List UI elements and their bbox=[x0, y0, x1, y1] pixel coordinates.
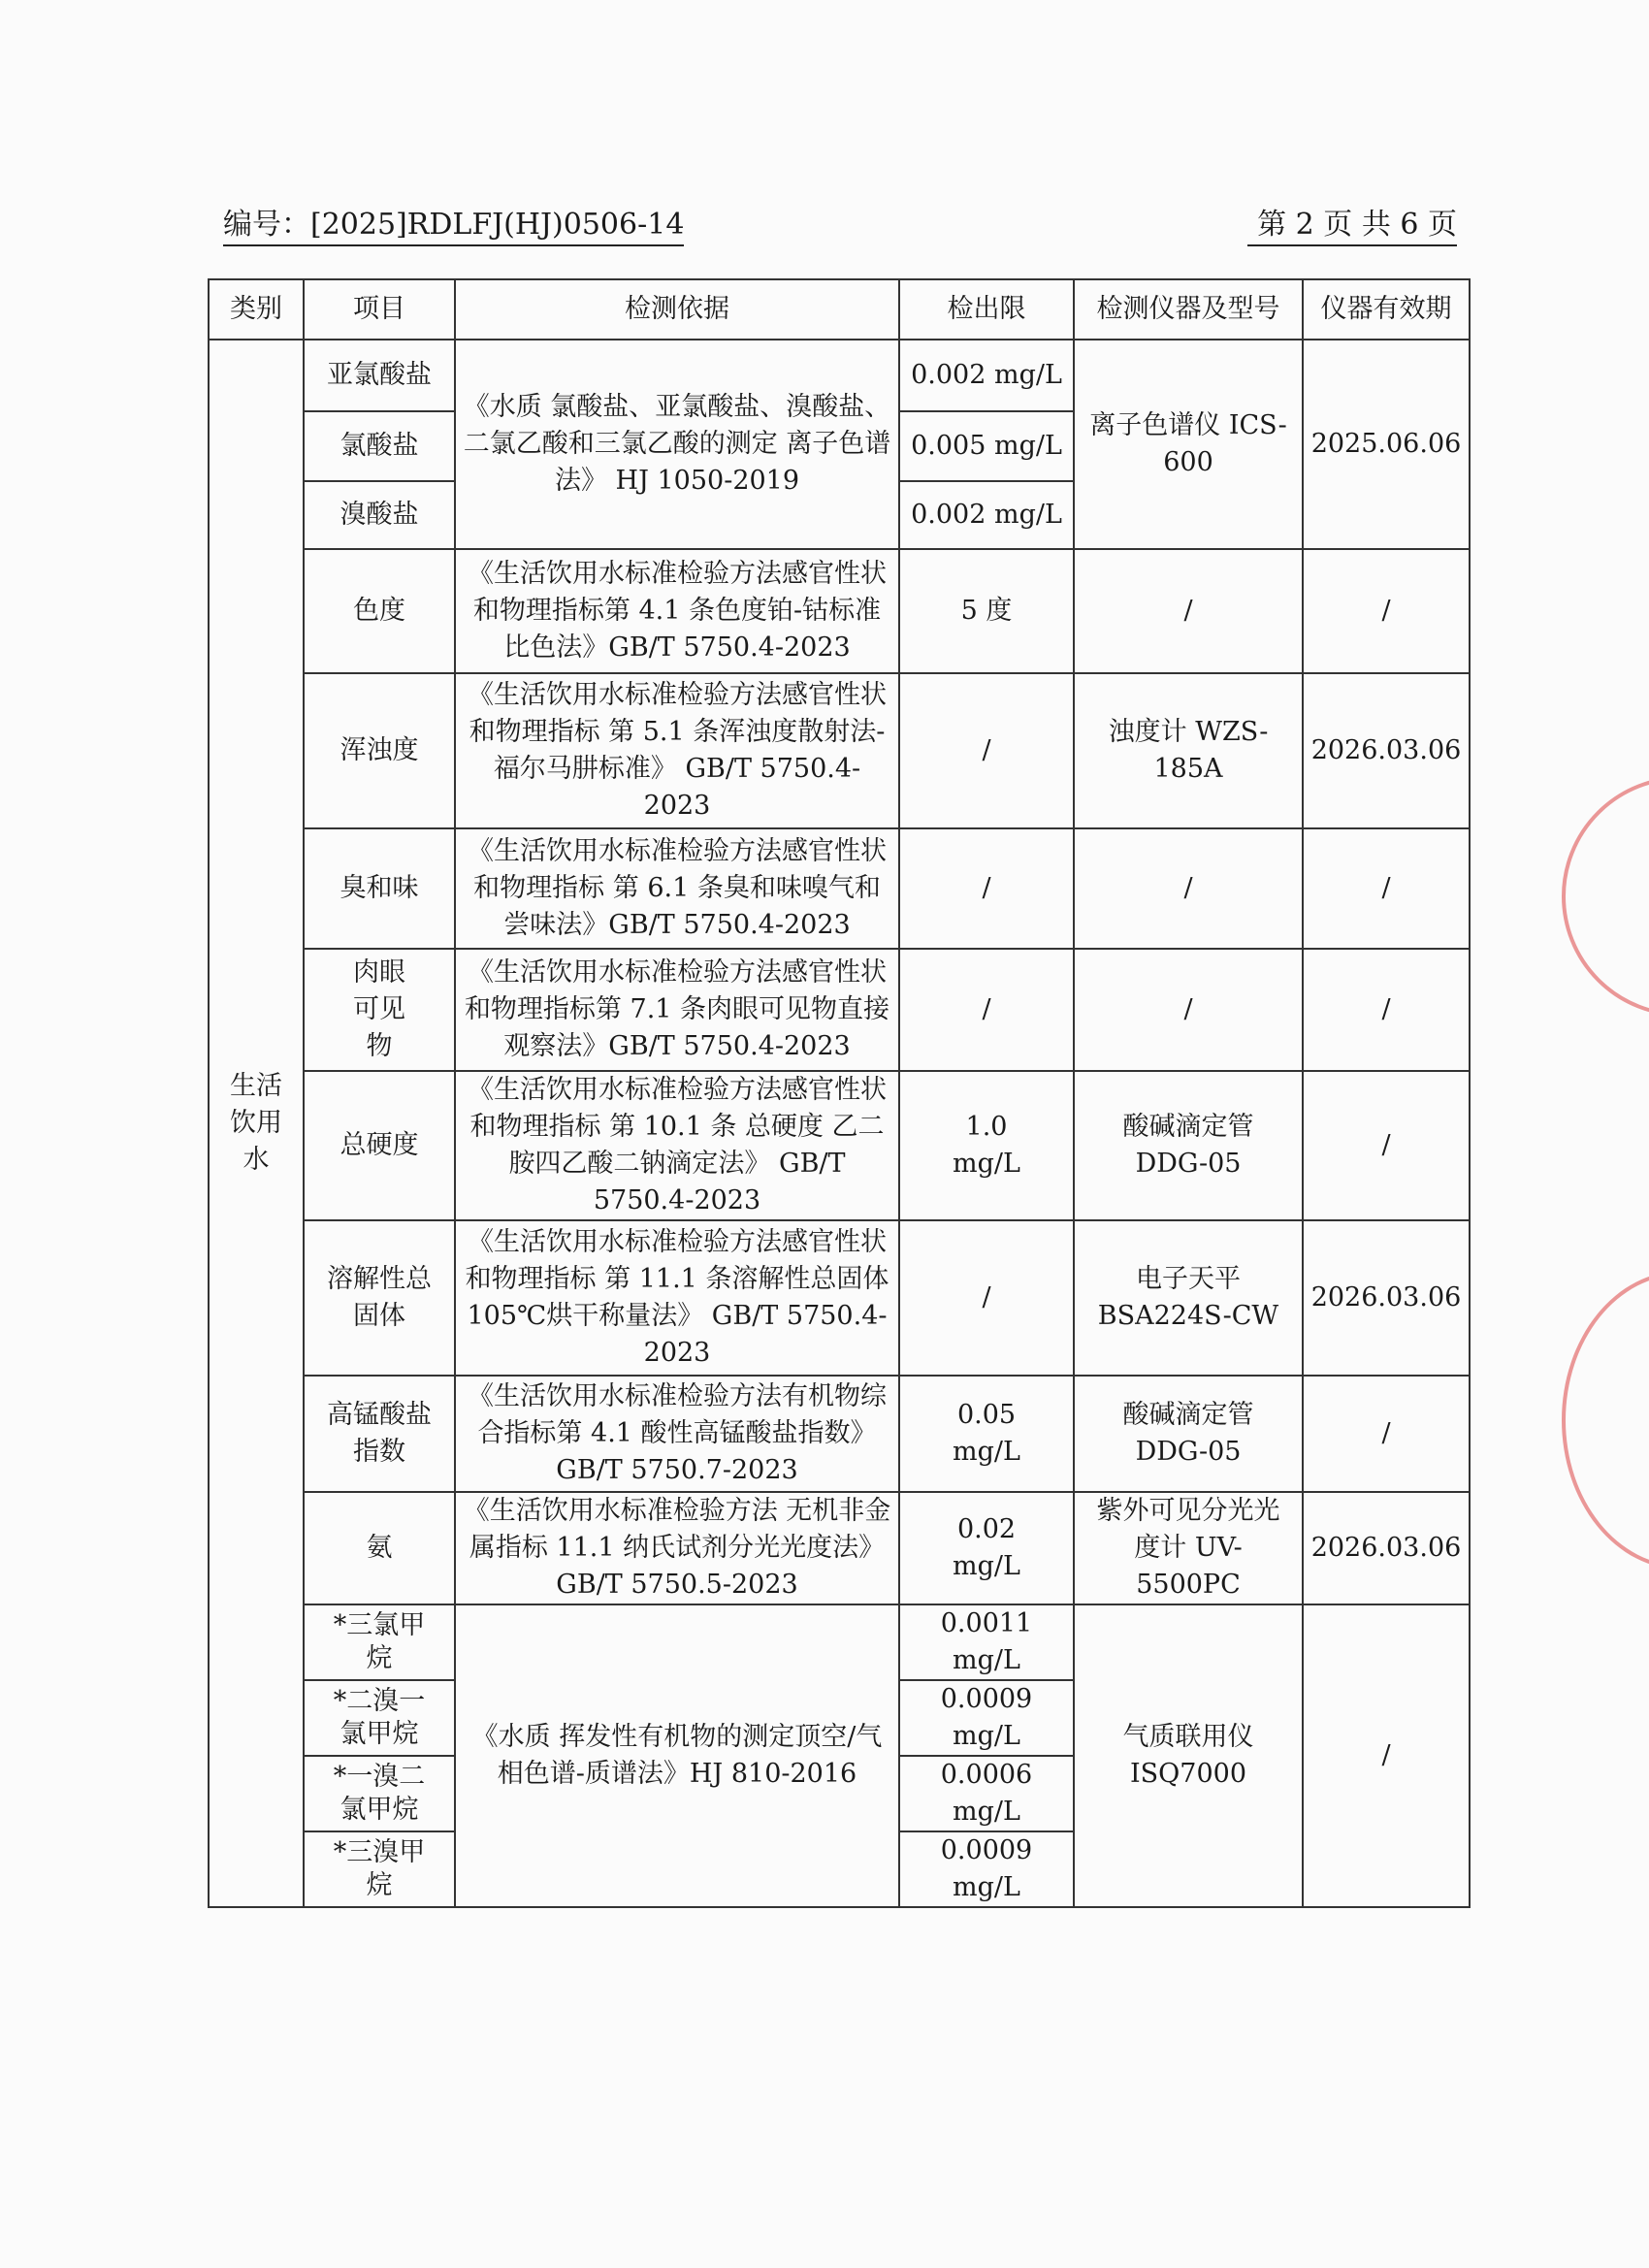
validity-cell: / bbox=[1303, 549, 1470, 673]
limit-cell: 0.0011 mg/L bbox=[899, 1604, 1074, 1680]
col-header-limit: 检出限 bbox=[899, 279, 1074, 340]
category-cell: 生活饮用水 bbox=[209, 340, 304, 1907]
table-row bbox=[209, 949, 1470, 1071]
validity-cell: / bbox=[1303, 949, 1470, 1071]
limit-cell: / bbox=[899, 673, 1074, 828]
item-cell: 浑浊度 bbox=[304, 673, 455, 828]
basis-cell: 《水质 挥发性有机物的测定顶空/气相色谱-质谱法》HJ 810-2016 bbox=[455, 1604, 899, 1907]
red-seal-stamp bbox=[1562, 1271, 1649, 1570]
page-indicator: 第 2 页 共 6 页 bbox=[1247, 200, 1457, 246]
item-cell: *二溴一氯甲烷 bbox=[304, 1680, 455, 1756]
col-header-item: 项目 bbox=[304, 279, 455, 340]
instrument-cell: / bbox=[1074, 549, 1303, 673]
table-row bbox=[209, 1071, 1470, 1220]
table-row bbox=[209, 1604, 1470, 1680]
item-cell: *三氯甲烷 bbox=[304, 1604, 455, 1680]
limit-cell: 0.0009 mg/L bbox=[899, 1680, 1074, 1756]
item-cell: 臭和味 bbox=[304, 828, 455, 949]
instrument-cell: 酸碱滴定管 DDG-05 bbox=[1074, 1071, 1303, 1220]
basis-cell: 《生活饮用水标准检验方法感官性状和物理指标 第 6.1 条臭和味嗅气和尝味法》GB/T 5750.4-2023 bbox=[455, 828, 899, 949]
instrument-cell: 浊度计 WZS-185A bbox=[1074, 673, 1303, 828]
item-cell: *一溴二氯甲烷 bbox=[304, 1756, 455, 1831]
instrument-cell: 气质联用仪 ISQ7000 bbox=[1074, 1604, 1303, 1907]
item-cell: 溶解性总固体 bbox=[304, 1220, 455, 1376]
limit-cell: / bbox=[899, 828, 1074, 949]
table-row bbox=[209, 1220, 1470, 1376]
basis-cell: 《生活饮用水标准检验方法感官性状和物理指标 第 5.1 条浑浊度散射法-福尔马肼标准》 GB/T 5750.4-2023 bbox=[455, 673, 899, 828]
basis-cell: 《水质 氯酸盐、亚氯酸盐、溴酸盐、二氯乙酸和三氯乙酸的测定 离子色谱法》 HJ 1050-2019 bbox=[455, 340, 899, 549]
item-cell: 亚氯酸盐 bbox=[304, 340, 455, 411]
validity-cell: / bbox=[1303, 1604, 1470, 1907]
validity-cell: 2026.03.06 bbox=[1303, 1220, 1470, 1376]
basis-cell: 《生活饮用水标准检验方法感官性状和物理指标第 4.1 条色度铂-钴标准比色法》GB/T 5750.4-2023 bbox=[455, 549, 899, 673]
instrument-cell: 电子天平 BSA224S-CW bbox=[1074, 1220, 1303, 1376]
basis-cell: 《生活饮用水标准检验方法感官性状和物理指标 第 11.1 条溶解性总固体 105℃烘干称量法》 GB/T 5750.4-2023 bbox=[455, 1220, 899, 1376]
limit-cell: 0.05 mg/L bbox=[899, 1376, 1074, 1492]
instrument-cell: 离子色谱仪 ICS-600 bbox=[1074, 340, 1303, 549]
basis-cell: 《生活饮用水标准检验方法有机物综合指标第 4.1 酸性高锰酸盐指数》GB/T 5750.7-2023 bbox=[455, 1376, 899, 1492]
limit-cell: / bbox=[899, 949, 1074, 1071]
limit-cell: 5 度 bbox=[899, 549, 1074, 673]
item-cell: 溴酸盐 bbox=[304, 481, 455, 549]
instrument-cell: 紫外可见分光光度计 UV-5500PC bbox=[1074, 1492, 1303, 1604]
item-cell: 高锰酸盐指数 bbox=[304, 1376, 455, 1492]
basis-cell: 《生活饮用水标准检验方法感官性状和物理指标 第 10.1 条 总硬度 乙二胺四乙酸二钠滴定法》 GB/T 5750.4-2023 bbox=[455, 1071, 899, 1220]
red-seal-stamp bbox=[1562, 776, 1649, 1017]
limit-cell: 0.0009 mg/L bbox=[899, 1831, 1074, 1907]
col-header-category: 类别 bbox=[209, 279, 304, 340]
item-cell: 总硬度 bbox=[304, 1071, 455, 1220]
item-cell: *三溴甲烷 bbox=[304, 1831, 455, 1907]
table-row bbox=[209, 1376, 1470, 1492]
col-header-instrument: 检测仪器及型号 bbox=[1074, 279, 1303, 340]
item-cell: 氯酸盐 bbox=[304, 411, 455, 481]
validity-cell: 2025.06.06 bbox=[1303, 340, 1470, 549]
test-methods-table bbox=[208, 278, 1471, 1908]
report-number: 编号：[2025]RDLFJ(HJ)0506-14 bbox=[223, 200, 684, 246]
item-cell: 色度 bbox=[304, 549, 455, 673]
col-header-basis: 检测依据 bbox=[455, 279, 899, 340]
limit-cell: 0.002 mg/L bbox=[899, 340, 1074, 411]
limit-cell: 0.002 mg/L bbox=[899, 481, 1074, 549]
limit-cell: 0.005 mg/L bbox=[899, 411, 1074, 481]
validity-cell: / bbox=[1303, 1376, 1470, 1492]
validity-cell: / bbox=[1303, 1071, 1470, 1220]
table-row bbox=[209, 1492, 1470, 1604]
table-header-row bbox=[209, 279, 1470, 340]
instrument-cell: / bbox=[1074, 828, 1303, 949]
basis-cell: 《生活饮用水标准检验方法感官性状和物理指标第 7.1 条肉眼可见物直接观察法》GB/T 5750.4-2023 bbox=[455, 949, 899, 1071]
col-header-validity: 仪器有效期 bbox=[1303, 279, 1470, 340]
limit-cell: 1.0 mg/L bbox=[899, 1071, 1074, 1220]
table-row bbox=[209, 673, 1470, 828]
table-row bbox=[209, 828, 1470, 949]
basis-cell: 《生活饮用水标准检验方法 无机非金属指标 11.1 纳氏试剂分光光度法》GB/T 5750.5-2023 bbox=[455, 1492, 899, 1604]
validity-cell: 2026.03.06 bbox=[1303, 673, 1470, 828]
instrument-cell: 酸碱滴定管 DDG-05 bbox=[1074, 1376, 1303, 1492]
limit-cell: 0.02 mg/L bbox=[899, 1492, 1074, 1604]
limit-cell: / bbox=[899, 1220, 1074, 1376]
validity-cell: 2026.03.06 bbox=[1303, 1492, 1470, 1604]
item-cell: 氨 bbox=[304, 1492, 455, 1604]
item-cell: 肉眼可见物 bbox=[304, 949, 455, 1071]
validity-cell: / bbox=[1303, 828, 1470, 949]
instrument-cell: / bbox=[1074, 949, 1303, 1071]
limit-cell: 0.0006 mg/L bbox=[899, 1756, 1074, 1831]
table-row bbox=[209, 340, 1470, 411]
table-row bbox=[209, 549, 1470, 673]
